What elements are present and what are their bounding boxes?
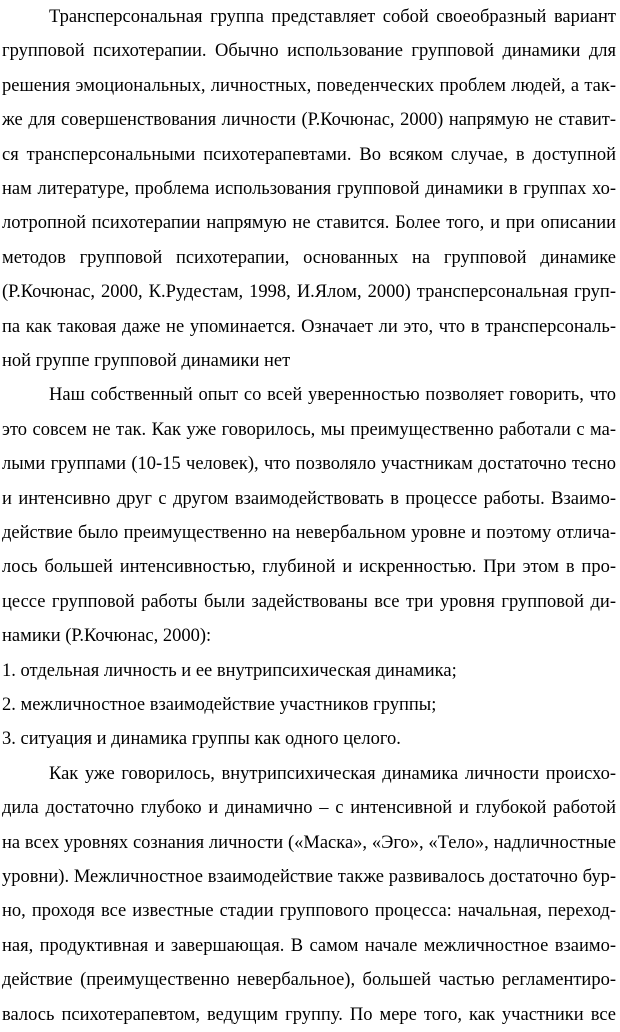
text-line: 1. отдельная личность и ее внутрипсихическая динамика; bbox=[2, 660, 457, 681]
text-line: дила достаточно глубоко и динамично – с интенсивной и глубокой работой bbox=[2, 798, 616, 819]
text-line: (Р.Кочюнас, 2000, К.Рудестам, 1998, И.Ялом, 2000) трансперсональная груп- bbox=[2, 282, 616, 303]
text-line: ной группе групповой динамики нет bbox=[2, 351, 291, 371]
text-line: уровни). Межличностное взаимодействие также развивалось достаточно бур- bbox=[2, 867, 616, 887]
text-line: это совсем не так. Как уже говорилось, мы преимущественно работали с ма- bbox=[2, 419, 616, 440]
text-line: Как уже говорилось, внутрипсихическая динамика личности происхо- bbox=[49, 763, 616, 784]
text-line: действие (преимущественно невербальное), большей частью регламентиро- bbox=[2, 970, 616, 991]
text-line: Наш собственный опыт со всей уверенностью позволяет говорить, что bbox=[49, 385, 616, 406]
text-line: решения эмоциональных, личностных, поведенческих проблем людей, а так- bbox=[2, 75, 616, 96]
text-line: групповой психотерапии. Обычно использование групповой динамики для bbox=[2, 41, 616, 62]
text-line: но, проходя все известные стадии группового процесса: начальная, переход- bbox=[2, 901, 616, 922]
text-line: Трансперсональная группа представляет собой своеобразный вариант bbox=[49, 7, 616, 27]
text-line: нам литературе, проблема использования групповой динамики в группах хо- bbox=[2, 179, 616, 199]
text-line: на всех уровнях сознания личности («Маска», «Эго», «Тело», надличностные bbox=[2, 832, 616, 853]
text-line: лось большей интенсивностью, глубиной и искренностью. При этом в про- bbox=[2, 557, 616, 578]
text-line: па как таковая даже не упоминается. Означает ли это, что в трансперсональ- bbox=[2, 316, 616, 337]
text-line: лыми группами (10-15 человек), что позволяло участникам достаточно тесно bbox=[2, 454, 616, 475]
text-line: лотропной психотерапии напрямую не ставится. Более того, и при описании bbox=[2, 213, 616, 234]
text-line: ся трансперсональными психотерапевтами. Во всяком случае, в доступной bbox=[2, 144, 616, 165]
text-line: и интенсивно друг с другом взаимодействовать в процессе работы. Взаимо- bbox=[2, 488, 616, 509]
text-line: же для совершенствования личности (Р.Кочюнас, 2000) напрямую не ставит- bbox=[2, 110, 616, 131]
text-line: ная, продуктивная и завершающая. В самом начале межличностное взаимо- bbox=[2, 935, 616, 956]
text-line: валось психотерапевтом, ведущим группу. По мере того, как участники все bbox=[2, 1004, 616, 1025]
text-line: намики (Р.Кочюнас, 2000): bbox=[2, 626, 212, 647]
text-line: 3. ситуация и динамика группы как одного целого. bbox=[2, 729, 401, 750]
text-line: методов групповой психотерапии, основанных на групповой динамике bbox=[2, 247, 616, 268]
text-line: действие было преимущественно на невербальном уровне и поэтому отлича- bbox=[2, 523, 616, 543]
text-line: цессе групповой работы были задействованы все три уровня групповой ди- bbox=[2, 591, 616, 612]
text-line: 2. межличностное взаимодействие участников группы; bbox=[2, 695, 437, 715]
